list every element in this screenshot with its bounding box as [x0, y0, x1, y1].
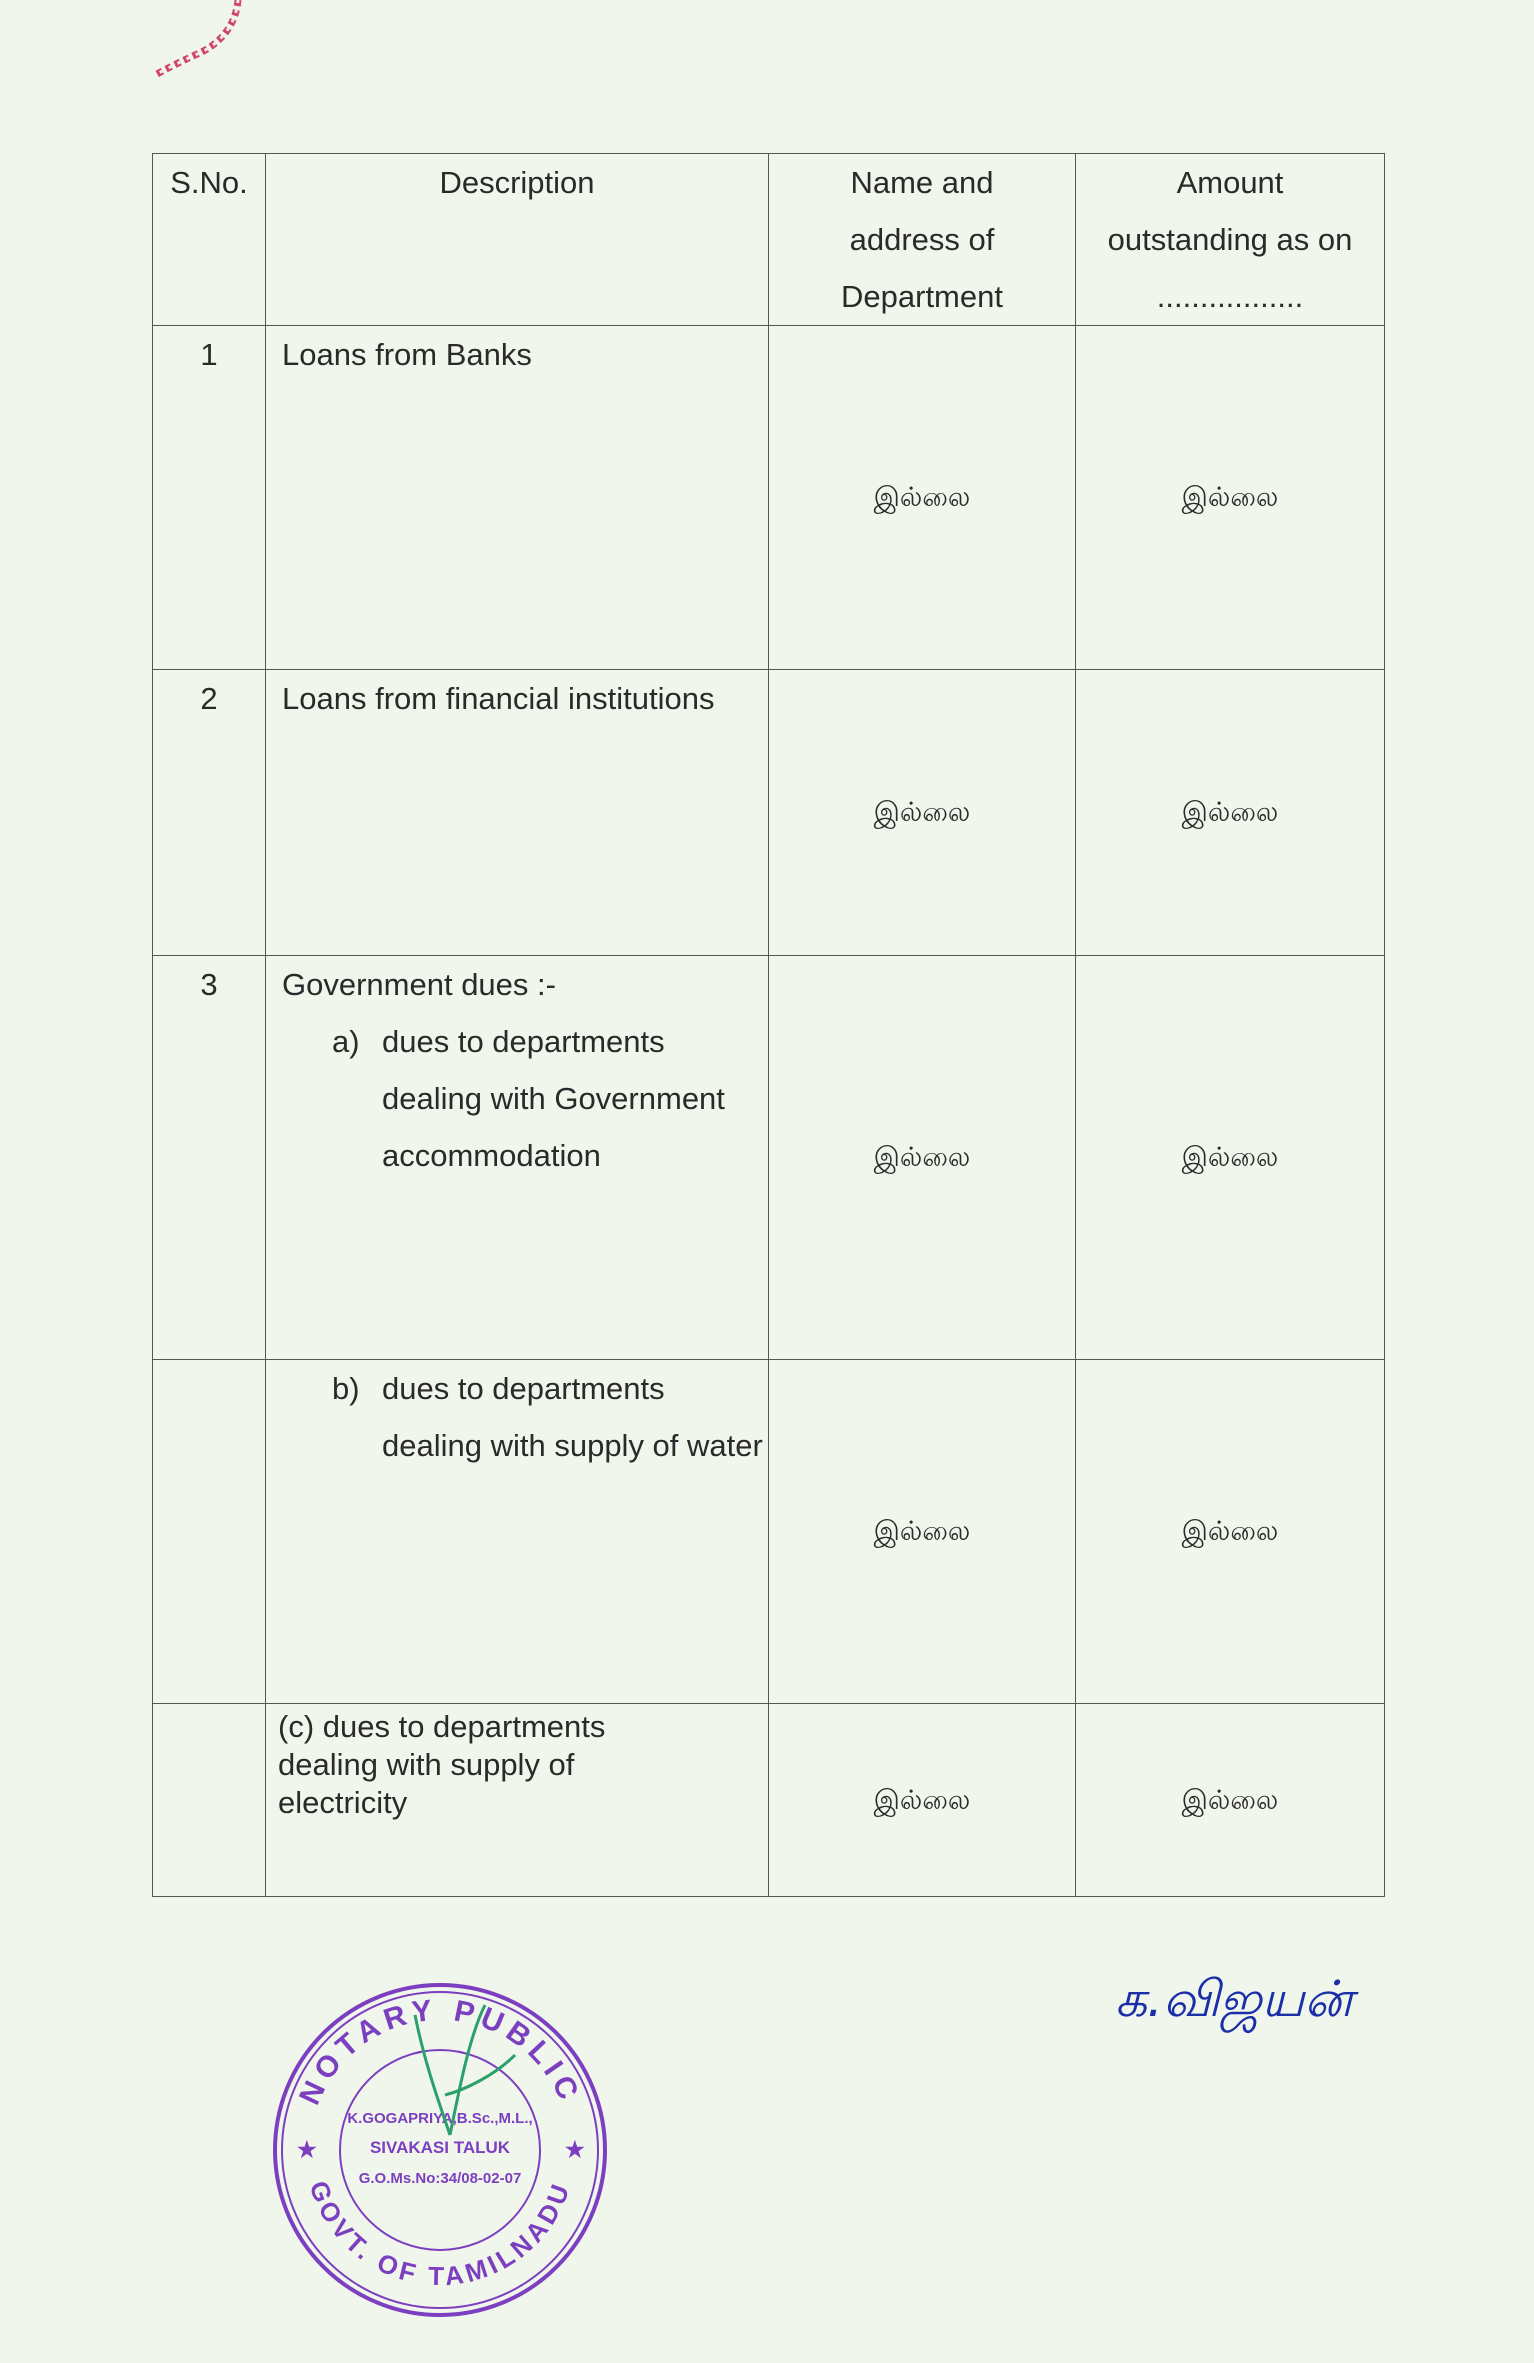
binding-thread	[150, 0, 250, 100]
row-description-cell	[266, 1360, 769, 1704]
row-name: இல்லை	[769, 956, 1076, 1360]
seal-star-icon: ★	[297, 2137, 317, 2162]
sub-item	[282, 1360, 768, 1474]
header-description: Description	[266, 154, 769, 326]
header-name-address: Name and address of Department	[769, 154, 1076, 326]
seal-top-text: NOTARY PUBLIC	[293, 1993, 587, 2110]
row-amount: இல்லை	[1076, 1360, 1385, 1704]
signature: க.விஜயன்	[1115, 1970, 1353, 2028]
svg-text:GOVT. OF TAMILNADU	[303, 2177, 576, 2291]
row-sno: 1	[153, 326, 266, 670]
sub-item-text: dues to departments dealing with supply of water	[382, 1371, 763, 1463]
seal-line-2: SIVAKASI TALUK	[369, 2138, 511, 2157]
table-row	[153, 1704, 1385, 1897]
row-sno: 2	[153, 670, 266, 956]
table-row	[153, 956, 1385, 1360]
row-sno	[153, 1360, 266, 1704]
sub-item	[282, 1013, 768, 1184]
row-amount: இல்லை	[1076, 1704, 1385, 1897]
row-name: இல்லை	[769, 326, 1076, 670]
sub-item-mark: b)	[332, 1371, 360, 1406]
table-row	[153, 670, 1385, 956]
seal-star-icon: ★	[565, 2137, 585, 2162]
dues-table	[152, 153, 1385, 1897]
notary-seal	[265, 1975, 615, 2325]
row-description-cell	[266, 956, 769, 1360]
header-amount: Amount outstanding as on .................	[1076, 154, 1385, 326]
row-name: இல்லை	[769, 1704, 1076, 1897]
seal-bottom-text: GOVT. OF TAMILNADU	[303, 2176, 577, 2292]
seal-line-1: K.GOGAPRIYA,B.Sc.,M.L.,	[347, 2110, 533, 2127]
row-description: Loans from financial institutions	[266, 670, 769, 956]
table-row	[153, 326, 1385, 670]
svg-text:NOTARY PUBLIC	[293, 1994, 587, 2110]
row-sno: 3	[153, 956, 266, 1360]
row-description: (c) dues to departments dealing with supply of electricity	[278, 1709, 606, 1820]
table-row	[153, 1360, 1385, 1704]
row-amount: இல்லை	[1076, 670, 1385, 956]
row-amount: இல்லை	[1076, 326, 1385, 670]
row-description: Loans from Banks	[266, 326, 769, 670]
row-description: Government dues :-	[282, 967, 556, 1002]
header-sno: S.No.	[153, 154, 266, 326]
row-sno	[153, 1704, 266, 1897]
seal-line-3: G.O.Ms.No:34/08-02-07	[358, 2170, 522, 2187]
sub-item-mark: a)	[332, 1024, 360, 1059]
row-name: இல்லை	[769, 670, 1076, 956]
table-header-row	[153, 154, 1385, 326]
sub-item-text: dues to departments dealing with Government accommodation	[382, 1024, 725, 1173]
row-amount: இல்லை	[1076, 956, 1385, 1360]
row-description-cell	[266, 1704, 769, 1897]
row-name: இல்லை	[769, 1360, 1076, 1704]
